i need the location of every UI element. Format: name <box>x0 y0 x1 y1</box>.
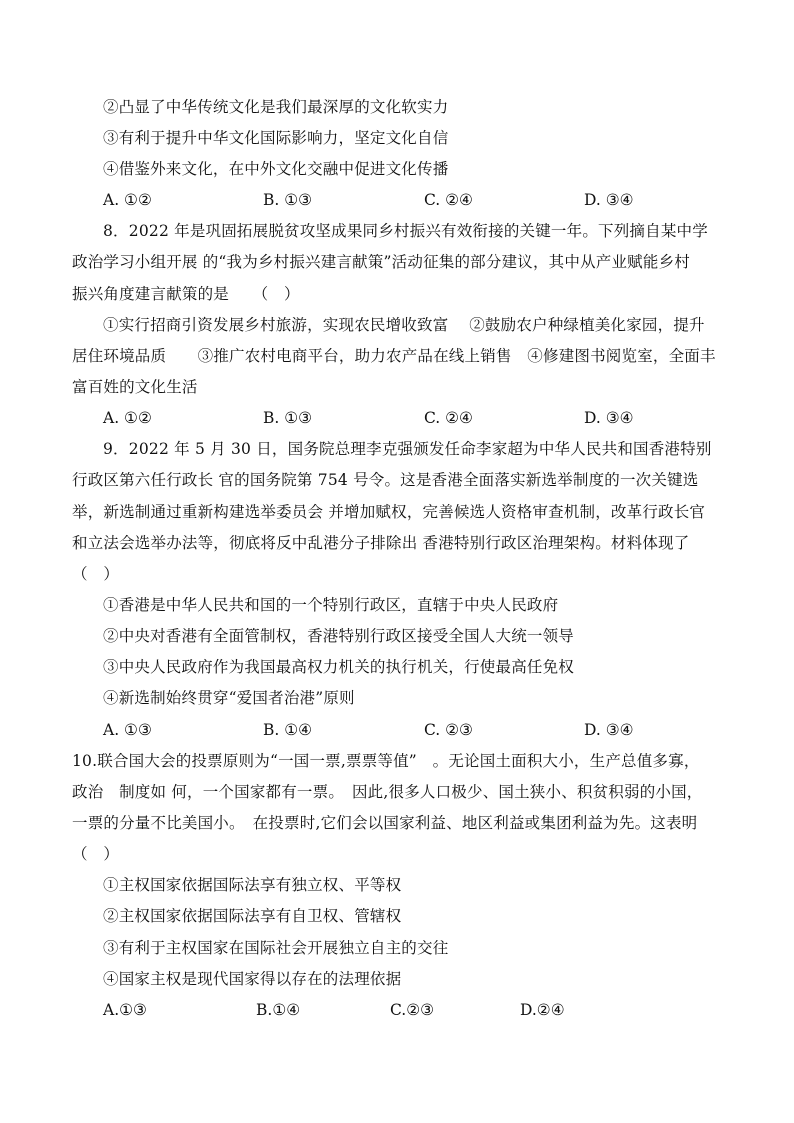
q10-stem-line-1: 10.联合国大会的投票原则为“一国一票,票票等值” 。无论国土面积大小，生产总值多寡， <box>72 752 700 770</box>
q9-stem-line-4: 和立法会选举办法等，彻底将反中乱港分子排除出 香港特别行政区治理架构。材料体现了 <box>72 534 690 552</box>
q8-items-line-1: ①实行招商引资发展乡村旅游，实现农民增收致富 ②鼓励农户种绿植美化家园，提升 <box>103 316 705 334</box>
q8-option-a: A. ①② <box>103 409 152 427</box>
q10-stem-line-3: 一票的分量不比美国小。 在投票时,它们会以国家利益、地区利益或集团利益为先。这表明 <box>72 814 698 832</box>
q7-option-a: A. ①② <box>103 191 152 209</box>
q10-option-c: C.②③ <box>390 1001 435 1019</box>
q9-stem-line-3: 举，新选制通过重新构建选举委员会 并增加赋权，完善候选人资格审查机制，改革行政长官 <box>72 503 706 521</box>
q10-stem-line-2: 政治 制度如 何，一个国家都有一票。 因此,很多人口极少、国土狭小、积贫积弱的小国， <box>72 783 703 801</box>
q9-option-b: B. ①④ <box>263 721 313 739</box>
q10-option-b: B.①④ <box>256 1001 301 1019</box>
q9-item-3: ③中央人民政府作为我国最高权力机关的执行机关，行使最高任免权 <box>103 658 575 676</box>
q10-option-a: A.①③ <box>103 1001 147 1019</box>
q7-item-3: ③有利于提升中华文化国际影响力，坚定文化自信 <box>103 129 449 147</box>
q8-option-b: B. ①③ <box>263 409 313 427</box>
q7-item-4: ④借鉴外来文化，在中外文化交融中促进文化传播 <box>103 160 449 178</box>
q8-items-line-2: 居住环境品质 ③推广农村电商平台，助力农产品在线上销售 ④修建图书阅览室，全面丰 <box>72 347 716 365</box>
q9-item-1: ①香港是中华人民共和国的一个特别行政区，直辖于中央人民政府 <box>103 596 559 614</box>
q9-stem-line-5: （ ） <box>72 565 120 583</box>
q8-stem-line-1: 8．2022 年是巩固拓展脱贫攻坚成果同乡村振兴有效衔接的关键一年。下列摘自某中学 <box>103 222 708 240</box>
q10-item-3: ③有利于主权国家在国际社会开展独立自主的交往 <box>103 939 449 957</box>
q9-option-c: C. ②③ <box>424 721 473 739</box>
q10-item-4: ④国家主权是现代国家得以存在的法理依据 <box>103 970 402 988</box>
q10-item-1: ①主权国家依据国际法享有独立权、平等权 <box>103 876 402 894</box>
q9-stem-line-1: 9．2022 年 5 月 30 日，国务院总理李克强颁发任命李家超为中华人民共和国香港特别 <box>103 440 712 458</box>
q10-item-2: ②主权国家依据国际法享有自卫权、管辖权 <box>103 907 402 925</box>
q7-option-b: B. ①③ <box>263 191 313 209</box>
q9-option-a: A. ①③ <box>103 721 152 739</box>
q10-option-d: D.②④ <box>520 1001 565 1019</box>
q7-item-2: ②凸显了中华传统文化是我们最深厚的文化软实力 <box>103 98 449 116</box>
q8-option-c: C. ②④ <box>424 409 473 427</box>
q8-items-line-3: 富百姓的文化生活 <box>72 378 198 396</box>
q7-option-c: C. ②④ <box>424 191 473 209</box>
q9-item-4: ④新选制始终贯穿“爱国者治港”原则 <box>103 689 355 707</box>
q8-stem-line-3: 振兴角度建言献策的是 （ ） <box>72 285 300 303</box>
q8-stem-line-2: 政治学习小组开展 的“我为乡村振兴建言献策”活动征集的部分建议，其中从产业赋能乡村 <box>72 253 690 271</box>
q9-item-2: ②中央对香港有全面管制权，香港特别行政区接受全国人大统一领导 <box>103 627 575 645</box>
q10-stem-line-4: （ ） <box>72 845 120 863</box>
q7-option-d: D. ③④ <box>584 191 634 209</box>
q9-stem-line-2: 行政区第六任行政长 官的国务院第 754 号令。这是香港全面落实新选举制度的一次关键选 <box>72 471 699 489</box>
q8-option-d: D. ③④ <box>584 409 634 427</box>
q9-option-d: D. ③④ <box>584 721 634 739</box>
